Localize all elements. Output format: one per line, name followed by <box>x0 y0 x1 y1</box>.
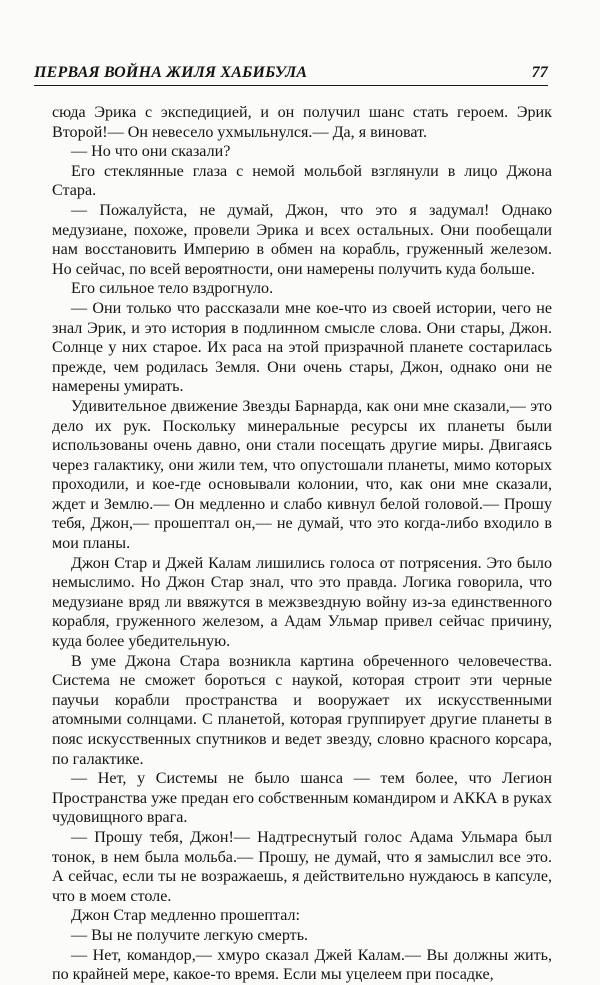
paragraph: сюда Эрика с экспедицией, и он получил шанс стать героем. Эрик Второй!— Он невесело ухмыльнулся.— Да, я виноват. <box>52 104 552 141</box>
paragraph: Его стеклянные глаза с немой мольбой взглянули в лицо Джона Стара. <box>52 162 552 200</box>
paragraph: — Нет, у Системы не было шанса — тем более, что Легион Пространства уже предан его собственным командиром и АККА в руках чудовищного врага. <box>52 770 552 827</box>
paragraph: — Пожалуйста, не думай, Джон, что это я задумал! Однако медузиане, похоже, провели Эрика и всех остальных. Они пообещали нам восстановить Империю в обмен на корабль, груженный железом. Но сейчас, по всей вероятности, они намерены получить куда больше. <box>52 201 552 278</box>
paragraph: Джон Стар медленно прошептал: <box>71 907 300 925</box>
running-header <box>34 58 548 82</box>
header-rule <box>34 85 548 86</box>
paragraph: Джон Стар и Джей Калам лишились голоса от потрясения. Это было немыслимо. Но Джон Стар знал, что это правда. Логика говорила, что медузиане вряд ли ввяжутся в межзвездную войну из-за единственного корабля, груженного железом, а Адам Ульмар привел сейчас причину, куда более убедительную. <box>52 554 552 651</box>
paragraph: В уме Джона Стара возникла картина обреченного человечества. Система не сможет бороться с наукой, которая строит эти черные паучьи корабли пространства и вооружает их искусственными атомными солнцами. С планетой, которая группирует другие планеты в пояс искусственных спутников и ведет звезду, словно красного корсара, по галактике. <box>52 652 552 768</box>
paragraph: Его сильное тело вздрогнуло. <box>71 280 274 298</box>
running-title: ПЕРВАЯ ВОЙНА ЖИЛЯ ХАБИБУЛА <box>34 64 308 81</box>
paragraph: — Вы не получите легкую смерть. <box>71 926 309 944</box>
paragraph: — Прошу тебя, Джон!— Надтреснутый голос Адама Ульмара был тонок, в нем была мольба.— Прошу, не думай, что я замыслил все это. А сейчас, если ты не возражаешь, я действительно нуждаюсь в капсуле, что в моем столе. <box>52 828 552 905</box>
paragraph: — Но что они сказали? <box>71 143 231 161</box>
page-number: 77 <box>531 64 548 81</box>
paragraph: — Они только что рассказали мне кое-что из своей истории, чего не знал Эрик, и это история в подлинном смысле слова. Они стары, Джон. Солнце у них старое. Их раса на этой призрачной планете состарилась прежде, чем родилась Земля. Они очень стары, Джон, однако они не намерены умирать. <box>52 299 552 396</box>
paragraph: Удивительное движение Звезды Барнарда, как они мне сказали,— это дело их рук. Поскольку минеральные ресурсы их планеты были использованы очень давно, они стали посещать другие миры. Двигаясь через галактику, они жили тем, что опустошали планеты, мимо которых проходили, и кое-где основывали колонии, что, как они мне сказали, ждет и Землю.— Он медленно и слабо кивнул белой головой.— Прошу тебя, Джон,— прошептал он,— не думай, что это когда-либо входило в мои планы. <box>52 397 552 553</box>
paragraph: — Нет, командор,— хмуро сказал Джей Калам.— Вы должны жить, по крайней мере, какое-то время. Если мы уцелеем при посадке, <box>52 946 552 984</box>
body-text <box>52 103 552 985</box>
